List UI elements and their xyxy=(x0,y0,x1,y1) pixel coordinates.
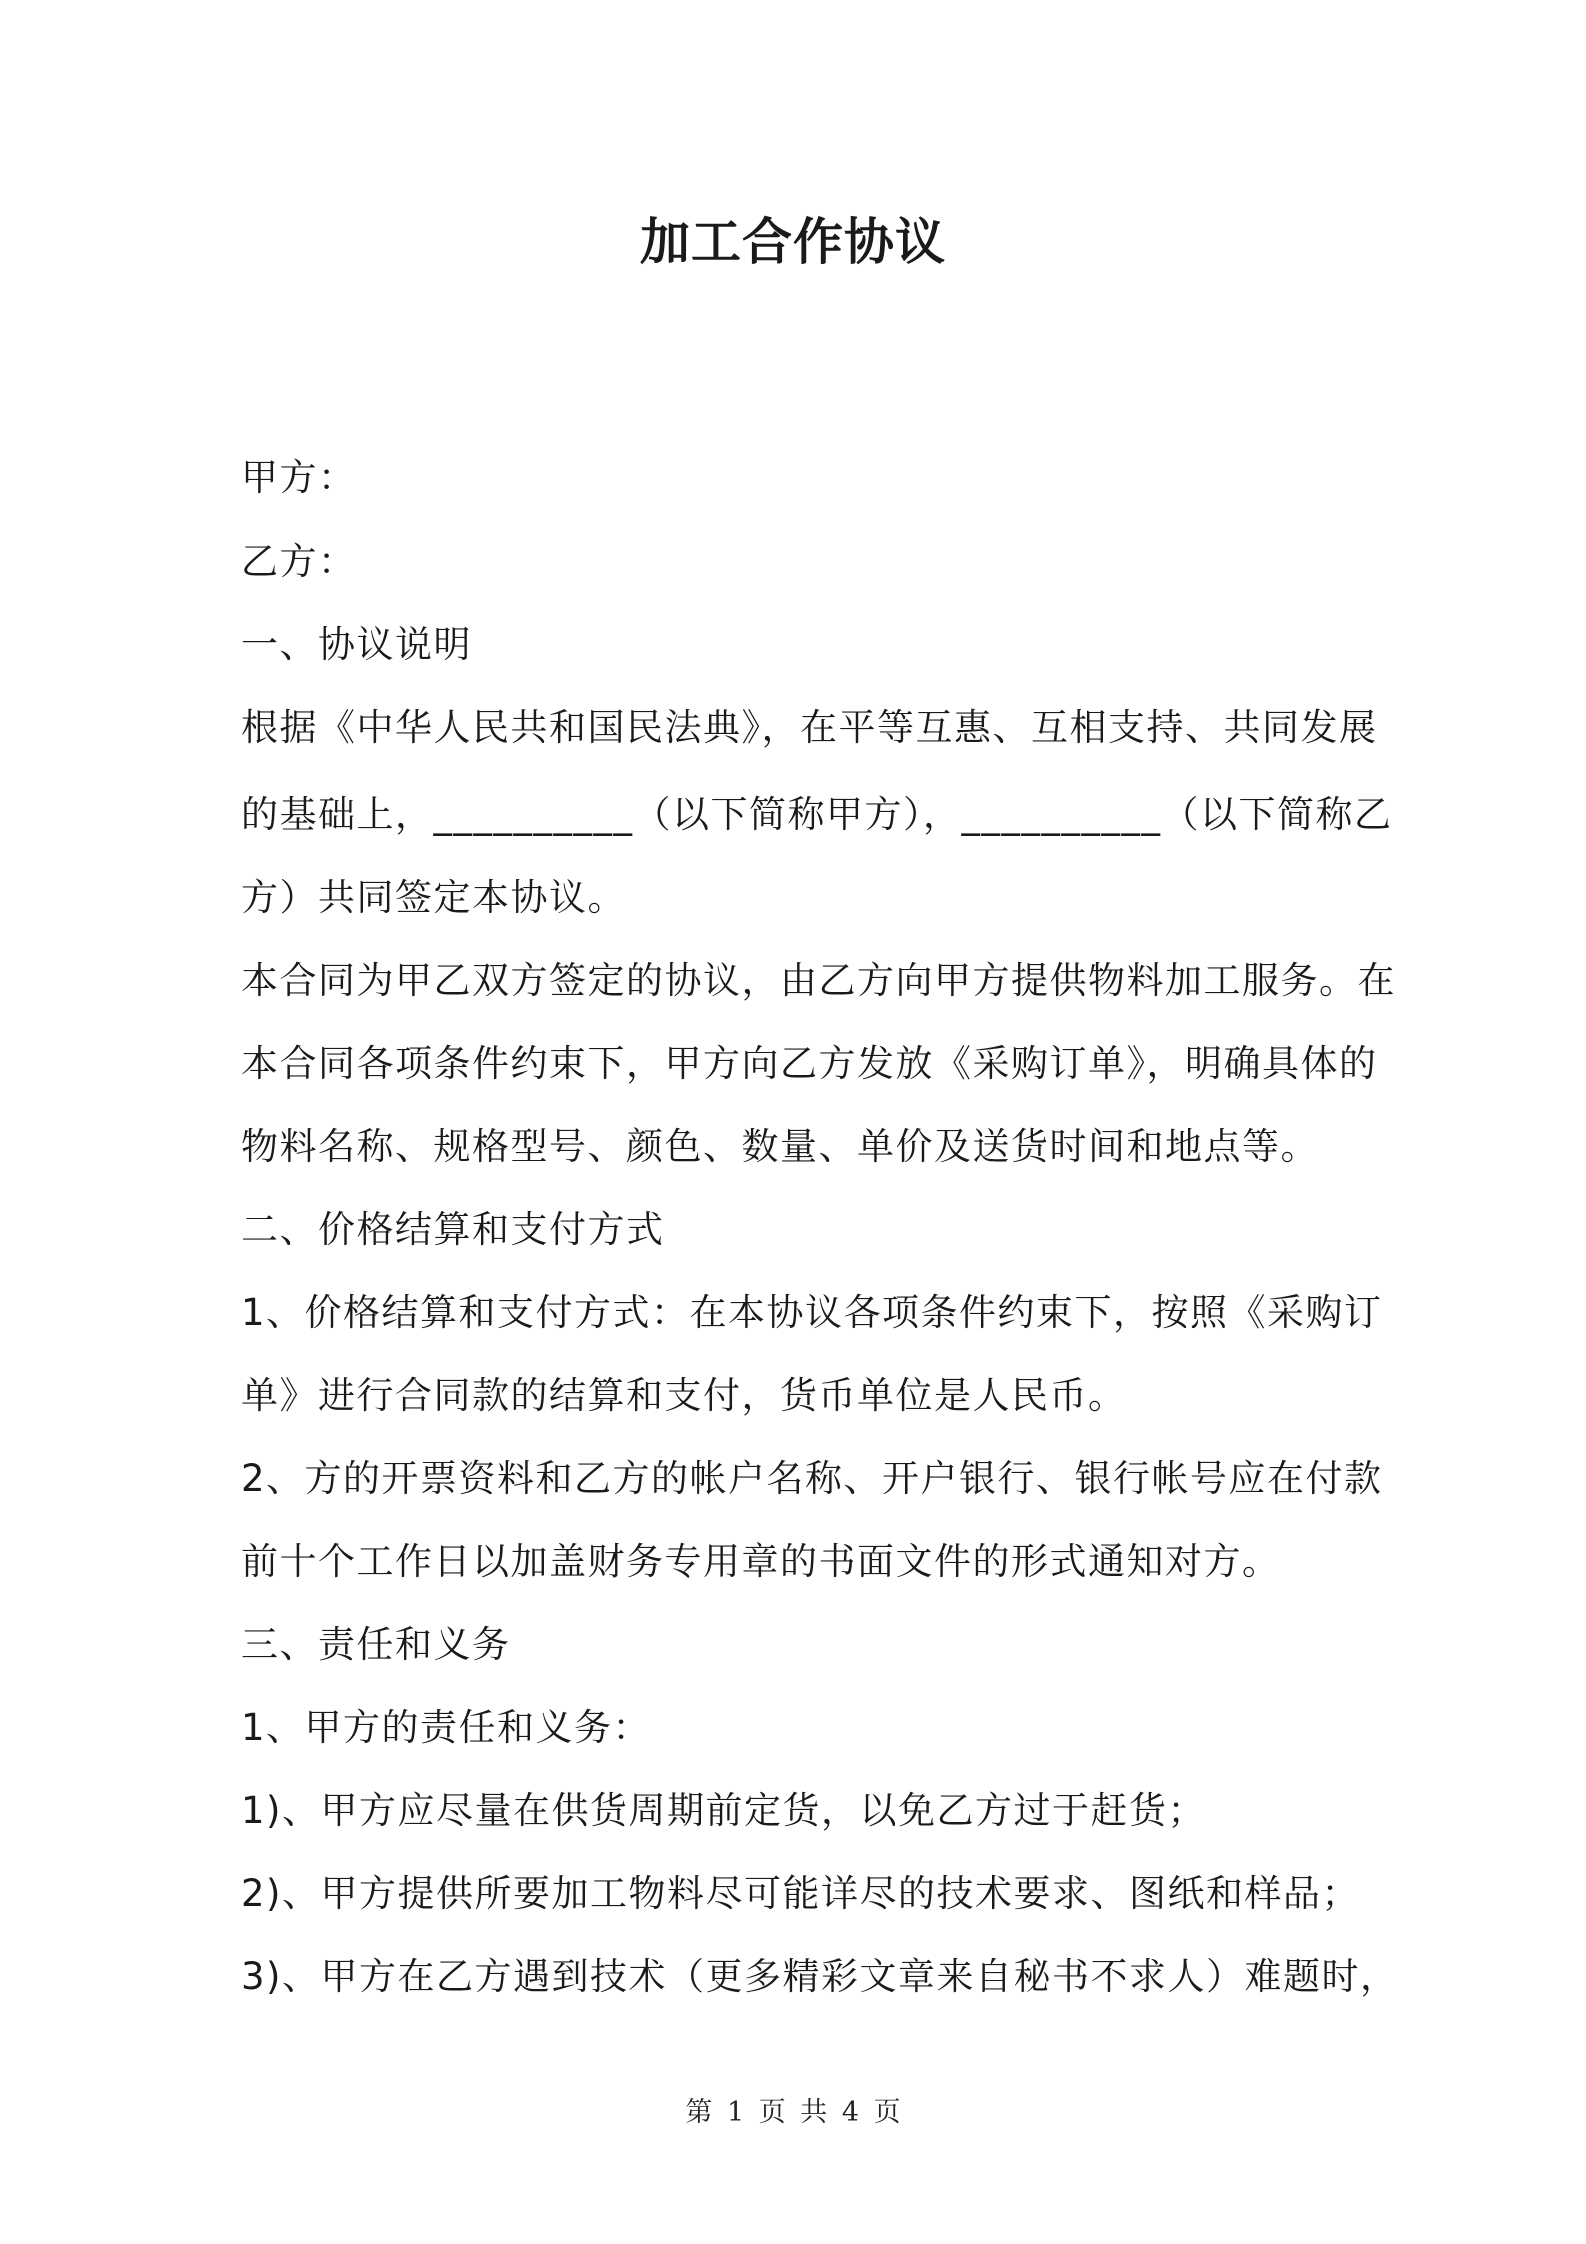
paragraph-line: 前十个工作日以加盖财务专用章的书面文件的形式通知对方。 xyxy=(241,1540,1281,1583)
paragraph-line: 本合同为甲乙双方签定的协议，由乙方向甲方提供物料加工服务。在 xyxy=(241,959,1396,1002)
paragraph-line: 物料名称、规格型号、颜色、数量、单价及送货时间和地点等。 xyxy=(241,1125,1319,1168)
paragraph-line: 单》进行合同款的结算和支付，货币单位是人民币。 xyxy=(241,1374,1127,1417)
paragraph-line: 1、价格结算和支付方式：在本协议各项条件约束下，按照《采购订 xyxy=(241,1291,1383,1334)
subsection-heading: 1、甲方的责任和义务： xyxy=(241,1706,652,1749)
paragraph-line: 方）共同签定本协议。 xyxy=(241,876,626,919)
page-footer: 第 1 页 共 4 页 xyxy=(685,2097,901,2128)
list-item: 1)、甲方应尽量在供货周期前定货，以免乙方过于赶货； xyxy=(241,1789,1206,1832)
paragraph-line: 根据《中华人民共和国民法典》，在平等互惠、互相支持、共同发展 xyxy=(241,706,1378,749)
party-a-line: 甲方： xyxy=(241,456,357,499)
document-title: 加工合作协议 xyxy=(640,213,946,271)
paragraph-line: 2、方的开票资料和乙方的帐户名称、开户银行、银行帐号应在付款 xyxy=(241,1457,1383,1500)
paragraph-line: 的基础上，__________（以下简称甲方），__________（以下简称乙 xyxy=(241,793,1393,836)
section-heading-2: 二、价格结算和支付方式 xyxy=(241,1208,665,1251)
section-heading-3: 三、责任和义务 xyxy=(241,1623,511,1666)
party-b-line: 乙方： xyxy=(241,540,357,583)
list-item: 2)、甲方提供所要加工物料尽可能详尽的技术要求、图纸和样品； xyxy=(241,1872,1360,1915)
section-heading-1: 一、协议说明 xyxy=(241,623,472,666)
paragraph-line: 本合同各项条件约束下，甲方向乙方发放《采购订单》，明确具体的 xyxy=(241,1042,1378,1085)
list-item: 3)、甲方在乙方遇到技术（更多精彩文章来自秘书不求人）难题时， xyxy=(241,1955,1399,1998)
